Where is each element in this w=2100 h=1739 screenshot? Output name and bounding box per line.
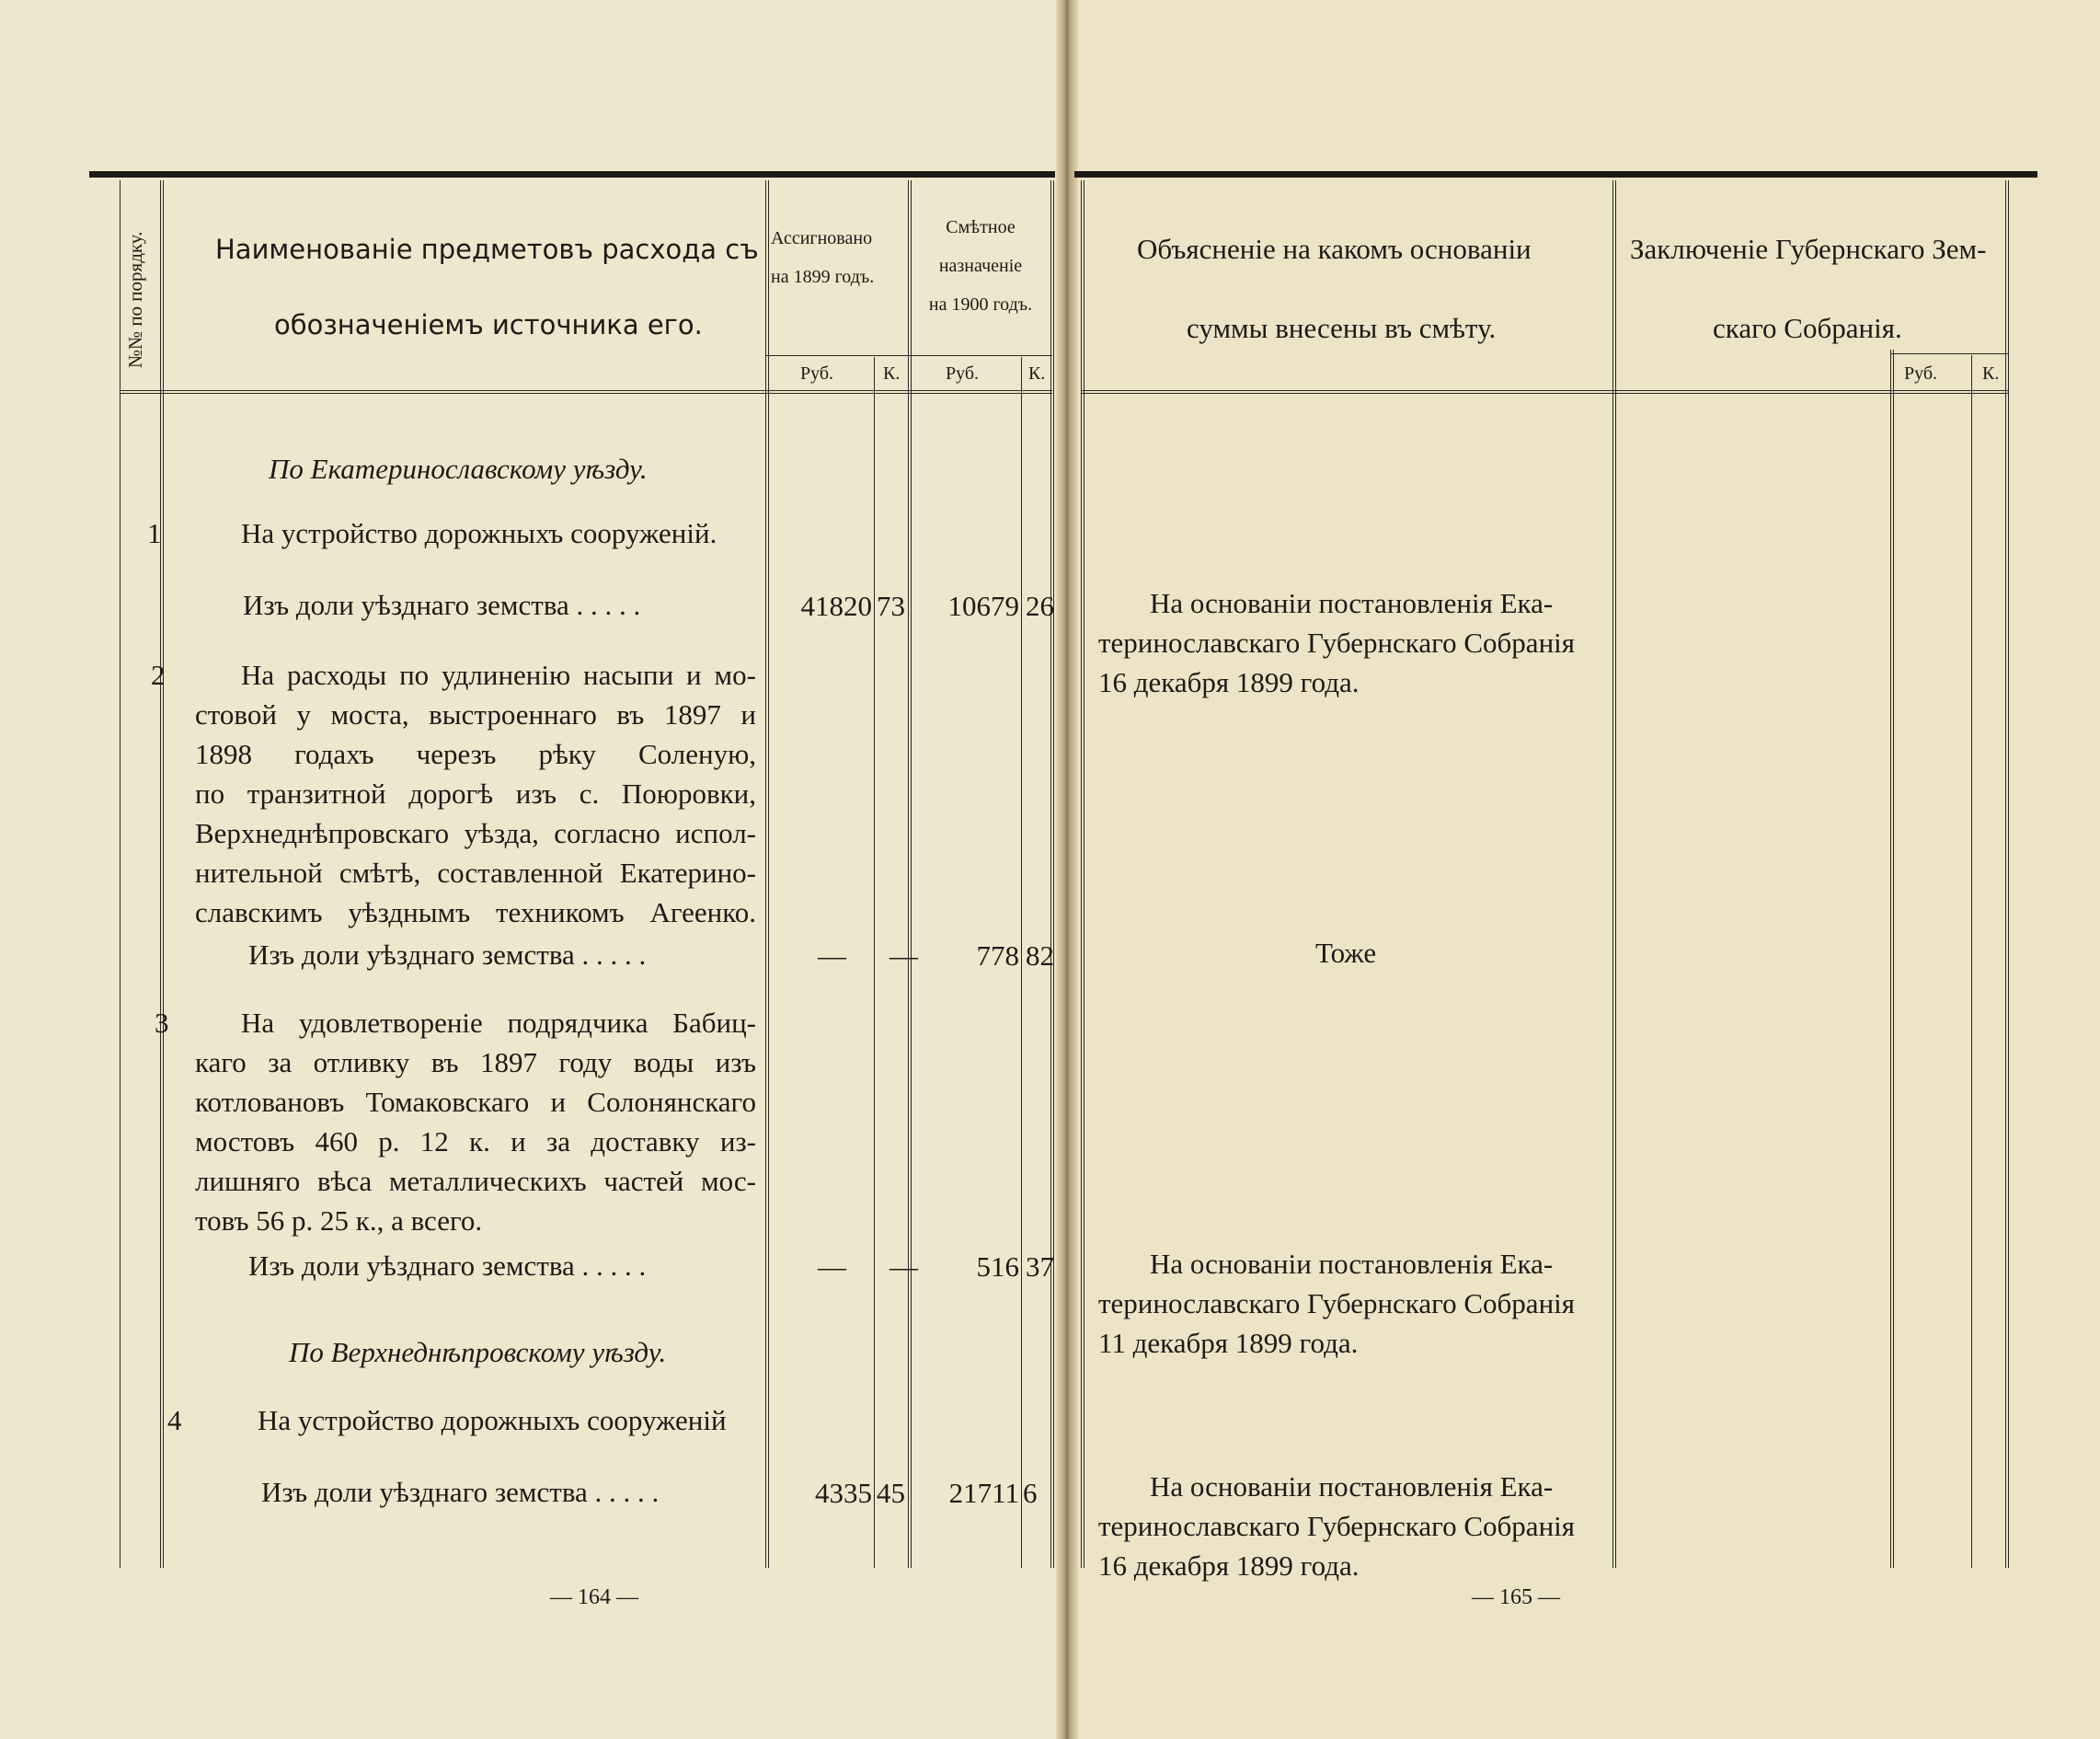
page-number-left: — 164 — <box>550 1585 638 1609</box>
explanation-row-4: На основаніи постановленія Ека- теринославскаго Губернскаго Собранія 16 декабря 1899 года. <box>1098 1470 1576 1582</box>
amount-1900-kop: 26 <box>1026 590 1054 622</box>
unit-rub-1900: Руб. <box>946 363 980 384</box>
column-header-name-line2: обозначеніемъ источника его. <box>274 309 703 340</box>
top-rule-right <box>1074 171 2037 178</box>
amount-1899-kop: — <box>889 1250 918 1283</box>
unit-kop-conclusion: К. <box>1982 363 2000 384</box>
top-rule-left <box>89 171 1055 178</box>
column-header-conclusion-line2: скаго Собранія. <box>1713 312 1902 344</box>
amount-1900-rub: 778 <box>976 939 1019 972</box>
unit-kop-1900: К. <box>1028 363 1046 384</box>
amount-1899-rub: — <box>818 1250 846 1283</box>
row-number: 4 <box>167 1404 182 1436</box>
row-title: На удовлетвореніе подрядчика Бабиц- каго за отливку въ 1897 году воды изъ котловановъ Томаковскаго и Солонянскаго мостовъ 460 р. 12 к. и за доставку из- лишняго вѣса металлическихъ частей мос- товъ 56 р. 25 к., а всего. <box>195 1007 756 1237</box>
amount-1900-kop: 82 <box>1026 939 1054 972</box>
amount-1900-kop: 37 <box>1026 1250 1054 1283</box>
row-title: На устройство дорожныхъ сооруженій. <box>241 517 717 549</box>
column-header-conclusion-line1: Заключеніе Губернскаго Зем- <box>1630 233 1987 265</box>
amount-1899-kop: — <box>889 939 918 972</box>
column-header-1900: Смѣтное назначеніе на 1900 годъ. <box>928 217 1033 315</box>
row-number: 1 <box>147 517 162 549</box>
section-heading-verkhnedneprovsk: По Верхнеднѣпровскому уѣзду. <box>289 1336 667 1368</box>
amount-1899-rub: 41820 <box>800 590 872 622</box>
amount-1899-kop: 73 <box>877 590 905 622</box>
amount-1900-rub: 10679 <box>947 590 1019 622</box>
column-header-explanation-line1: Объясненіе на какомъ основаніи <box>1137 233 1532 265</box>
amount-1900-rub: 516 <box>976 1250 1019 1283</box>
explanation-row-2: Тоже <box>1315 937 1377 969</box>
column-header-1899: Ассигновано на 1899 годъ. <box>771 228 875 287</box>
row-source: Изъ доли уѣзднаго земства . . . . . <box>248 939 647 971</box>
page-number-right: — 165 — <box>1472 1585 1560 1609</box>
amount-1899-rub: — <box>818 939 846 972</box>
column-header-name-line1: Наименованіе предметовъ расхода съ <box>215 234 759 265</box>
unit-kop-1899: К. <box>883 363 901 384</box>
amount-1899-rub: 4335 <box>815 1477 872 1509</box>
column-header-number: №№ по порядку. <box>124 231 146 368</box>
amount-1899-kop: 45 <box>877 1477 905 1509</box>
row-source: Изъ доли уѣзднаго земства . . . . . <box>261 1476 660 1508</box>
row-title: На расходы по удлиненію насыпи и мо- стовой у моста, выстроеннаго въ 1897 и 1898 годахъ черезъ рѣку Соленую, по транзитной дорогѣ изъ с. Поюровки, Верхнеднѣпровскаго уѣзда, согласно испол- нительной смѣтѣ, составленной Екатерино- славскимъ уѣзднымъ техникомъ Агеенко. <box>195 659 756 928</box>
unit-rub-1899: Руб. <box>800 363 834 384</box>
amount-1900-rub: 21711 <box>948 1477 1019 1509</box>
row-source: Изъ доли уѣзднаго земства . . . . . <box>248 1250 647 1282</box>
amount-1900-kop: 6 <box>1023 1477 1038 1509</box>
unit-rub-conclusion: Руб. <box>1904 363 1938 384</box>
row-source: Изъ доли уѣзднаго земства . . . . . <box>243 589 641 621</box>
row-number: 3 <box>155 1007 169 1039</box>
column-header-explanation-line2: суммы внесены въ смѣту. <box>1187 312 1497 344</box>
explanation-row-3: На основаніи постановленія Ека- теринославскаго Губернскаго Собранія 11 декабря 1899 года. <box>1098 1248 1576 1359</box>
row-title: На устройство дорожныхъ сооруженій <box>258 1404 727 1436</box>
explanation-row-1: На основаніи постановленія Ека- теринославскаго Губернскаго Собранія 16 декабря 1899 года. <box>1098 587 1576 698</box>
book-spine <box>1056 0 1078 1739</box>
section-heading-ekaterinoslav: По Екатеринославскому уѣзду. <box>269 453 648 485</box>
row-number: 2 <box>151 659 166 691</box>
